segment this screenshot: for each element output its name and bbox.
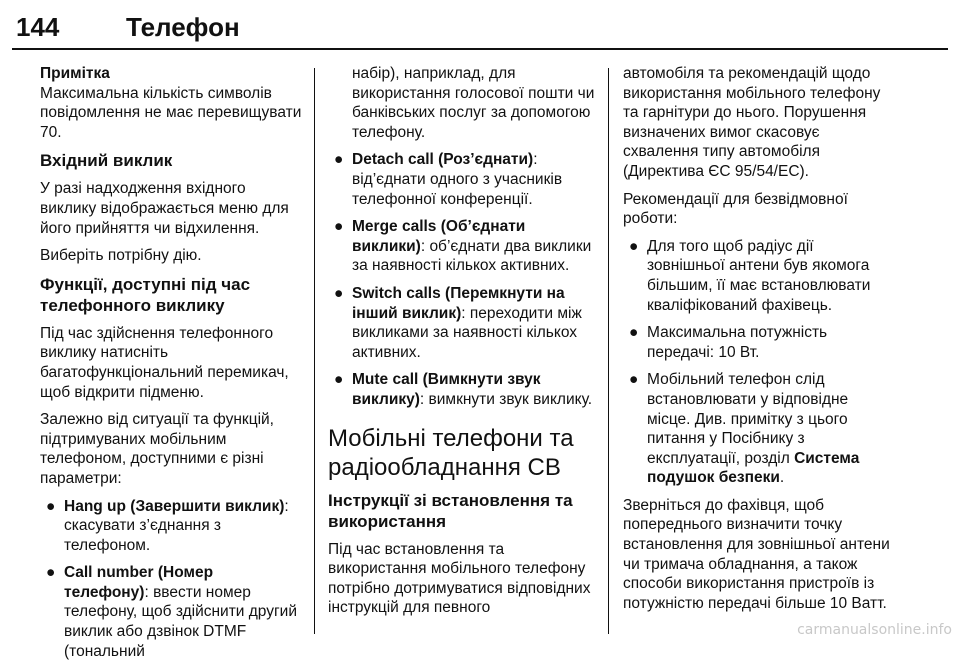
list-item	[328, 370, 598, 409]
option-desc: : ввести номер телефону, щоб здійснити другий виклик або дзвінок DTMF (тональний	[64, 583, 297, 660]
incoming-call-action: Виберіть потрібну дію.	[40, 247, 202, 265]
incoming-call-heading: Вхідний виклик	[40, 151, 173, 171]
installation-text: Під час встановлення та використання мобільного телефону потрібно дотримуватися відповідних інструкцій для певного	[328, 540, 591, 617]
specialist-text: Зверніться до фахівця, щоб попереднього визначити точку встановлення для зовнішньої антени чи тримача обладнання, а також способи використання пристроїв із потужністю передачі більше 10 Ватт.	[623, 496, 890, 612]
page-number: 144	[16, 12, 60, 42]
bullet-icon: ●	[334, 371, 344, 389]
option-term: Merge calls (Об’єднати виклики)	[352, 218, 526, 255]
recommendation-text: Мобільний телефон слід встановлювати у відповідне місце. Див. примітку з цього питання у Посібнику з експлуатації, розділ	[647, 371, 849, 467]
option-desc: : скасувати з’єднання з телефоном.	[64, 497, 289, 554]
bullet-icon: ●	[334, 284, 344, 302]
note-title: Примітка	[40, 65, 110, 82]
list-item-continuation	[328, 64, 598, 142]
option-desc: : переходити між викликами за наявності кількох активних.	[352, 304, 582, 361]
option-term: Mute call (Вимкнути звук виклику)	[352, 371, 541, 408]
recommendation-text: Максимальна потужність передачі: 10 Вт.	[647, 324, 828, 361]
option-desc: : від’єднати одного з учасників телефонної конференції.	[352, 151, 563, 208]
option-term: Detach call (Роз’єднати)	[352, 151, 534, 169]
list-item	[328, 217, 598, 276]
list-item	[328, 284, 598, 362]
mobile-phones-heading: Мобільні телефони та радіообладнання CB	[328, 424, 574, 481]
recommendations-intro: Рекомендації для безвідмовної роботи:	[623, 190, 848, 228]
list-item	[328, 150, 598, 209]
bullet-icon: ●	[629, 371, 639, 389]
bullet-icon: ●	[46, 564, 56, 582]
section-reference: Система подушок безпеки	[647, 449, 860, 487]
list-item	[40, 563, 302, 661]
option-desc: : вимкнути звук виклику.	[419, 390, 593, 408]
bullet-icon: ●	[629, 324, 639, 342]
list-item	[623, 370, 895, 488]
page-title: Телефон	[126, 12, 240, 42]
call-functions-text: Під час здійснення телефонного виклику натисніть багатофункціональний перемикач, щоб відкрити підменю.	[40, 324, 289, 401]
column-1	[40, 64, 302, 669]
column-divider-1	[314, 68, 315, 634]
list-item	[40, 497, 302, 556]
call-functions-heading: Функції, доступні під час телефонного виклику	[40, 274, 251, 315]
note-text: Максимальна кількість символів повідомлення не має перевищувати 70.	[40, 84, 302, 141]
option-term: Call number (Номер телефону)	[64, 564, 214, 601]
installation-heading: Інструкції зі встановлення та використання	[328, 490, 573, 531]
incoming-call-text: У разі надходження вхідного виклику відображається меню для його прийняття чи відхилення.	[40, 180, 289, 237]
option-desc: : об’єднати два виклики за наявності кількох активних.	[352, 237, 592, 275]
column-3	[623, 64, 895, 621]
watermark: carmanualsonline.info	[797, 622, 952, 638]
option-term: Switch calls (Перемкнути на інший виклик)	[352, 284, 565, 322]
bullet-icon: ●	[334, 151, 344, 169]
column-2	[328, 64, 598, 626]
call-functions-options-intro: Залежно від ситуації та функцій, підтримуваних мобільним телефоном, доступними є різні параметри:	[40, 411, 274, 487]
continuation-text: автомобіля та рекомендацій щодо використання мобільного телефону та гарнітури до нього. Порушення визначених вимог скасовує схвалення типу автомобіля (Директива ЄС 95/54/ЕС).	[623, 65, 881, 180]
page-header	[12, 8, 948, 50]
option-term: Hang up (Завершити виклик)	[64, 497, 285, 515]
column-divider-2	[608, 68, 609, 634]
bullet-icon: ●	[46, 497, 56, 515]
bullet-icon: ●	[334, 218, 344, 236]
recommendation-text: Для того щоб радіус дії зовнішньої антени був якомога більшим, її має встановлювати кваліфікований фахівець.	[647, 237, 871, 314]
recommendation-end: .	[779, 469, 785, 487]
list-item	[623, 237, 895, 315]
list-item	[623, 323, 895, 362]
bullet-icon: ●	[629, 237, 639, 255]
continuation-text: набір), наприклад, для використання голосової пошти чи банківських послуг за допомогою телефону.	[352, 65, 595, 141]
